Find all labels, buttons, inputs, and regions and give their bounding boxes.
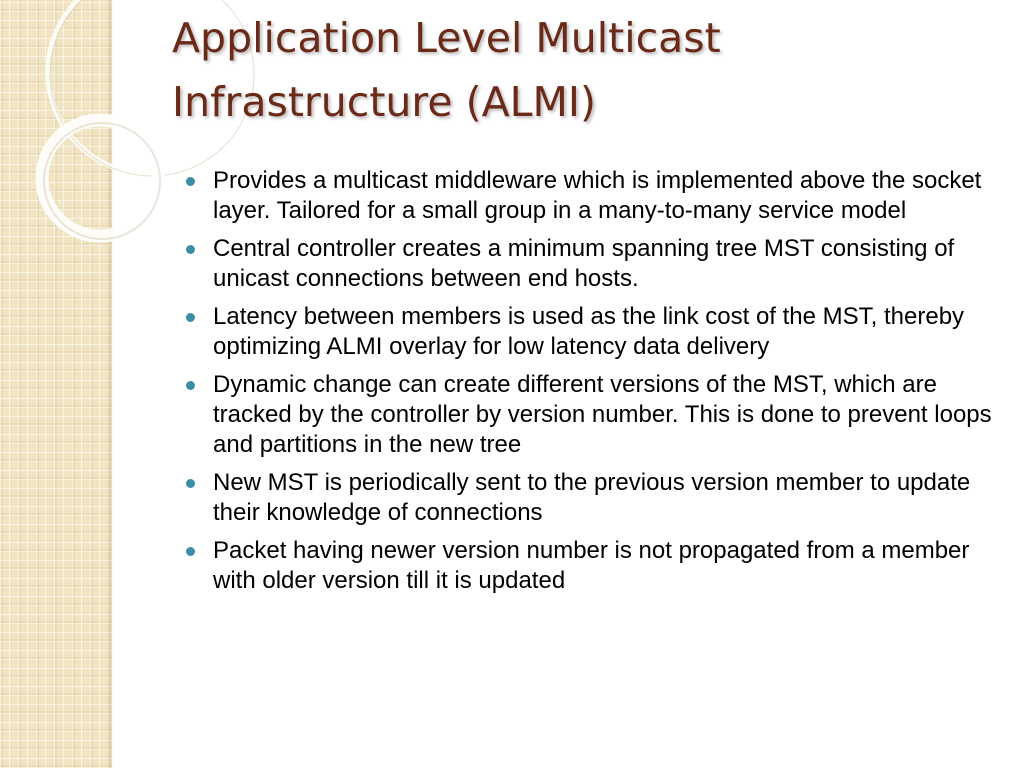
bullet-icon [186, 547, 195, 556]
bullet-text: Latency between members is used as the link cost of the MST, thereby optimizing ALMI overlay for low latency data delivery [213, 303, 965, 360]
slide-title-line-1: Application Level Multicast [172, 14, 721, 62]
bullet-text: Provides a multicast middleware which is implemented above the socket layer. Tailored for a small group in a many-to-many service model [213, 167, 982, 224]
slide-title-line-2: Infrastructure (ALMI) [172, 78, 596, 126]
bullet-icon [186, 313, 195, 322]
bullet-text: Dynamic change can create different versions of the MST, which are tracked by the controller by version number. This is done to prevent loops and partitions in the new tree [213, 371, 992, 458]
bullet-item [186, 166, 1006, 226]
bullet-icon [186, 177, 195, 186]
bullet-item [186, 536, 1006, 596]
bullet-item [186, 468, 1006, 528]
slide-title [172, 6, 992, 134]
bullet-icon [186, 245, 195, 254]
bullet-text: Central controller creates a minimum spanning tree MST consisting of unicast connections between end hosts. [213, 235, 955, 292]
bullet-list [186, 166, 1006, 604]
bullet-item [186, 370, 1006, 460]
bullet-icon [186, 479, 195, 488]
side-panel-edge [108, 0, 114, 768]
decorative-side-panel [0, 0, 112, 768]
bullet-icon [186, 381, 195, 390]
bullet-item [186, 234, 1006, 294]
bullet-text: Packet having newer version number is not propagated from a member with older version till it is updated [213, 537, 970, 594]
bullet-item [186, 302, 1006, 362]
bullet-text: New MST is periodically sent to the previous version member to update their knowledge of connections [213, 469, 971, 526]
